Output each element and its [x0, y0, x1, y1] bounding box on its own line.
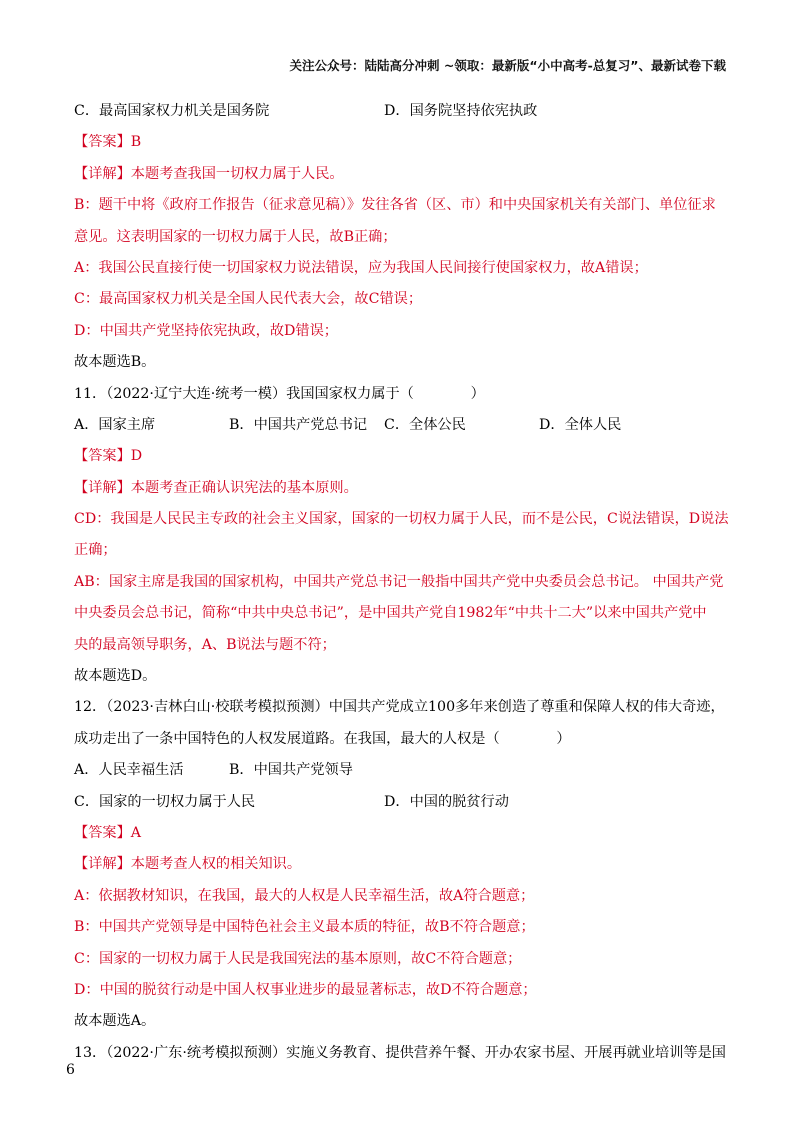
q10-explain-3: 意见。这表明国家的一切权力属于人民，故B正确；	[74, 228, 397, 245]
q12-explain-3: B：中国共产党领导是中国特色社会主义最本质的特征，故B不符合题意；	[74, 919, 535, 936]
q12-options-ab	[74, 755, 734, 786]
q11-answer: 【答案】D	[74, 448, 143, 465]
q12-stem-2: 成功走出了一条中国特色的人权发展道路。在我国，最大的人权是（ ）	[74, 730, 571, 747]
q10-explain-6: D：中国共产党坚持依宪执政，故D错误；	[74, 322, 338, 339]
q11-option-a: A．国家主席	[74, 416, 156, 433]
q12-conclusion: 故本题选A。	[74, 1013, 156, 1030]
q12-answer: 【答案】A	[74, 824, 141, 841]
q12-explain-1: 【详解】本题考查人权的相关知识。	[74, 856, 302, 873]
q12-explain-5: D：中国的脱贫行动是中国人权事业进步的最显著标志，故D不符合题意；	[74, 981, 537, 998]
q11-stem: 11．（2022·辽宁大连·统考一模）我国国家权力属于（ ）	[74, 385, 485, 402]
q12-option-b: B．中国共产党领导	[229, 762, 353, 779]
q12-options-cd	[74, 787, 734, 818]
q10-explain-4: A：我国公民直接行使一切国家权力说法错误，应为我国人民间接行使国家权力，故A错误；	[74, 259, 648, 276]
q10-answer: 【答案】B	[74, 134, 142, 151]
page-number: 6	[66, 1062, 75, 1078]
q10-explain-2: B：题干中将《政府工作报告（征求意见稿）》发往各省（区、市）和中央国家机关有关部门、单位征求	[74, 197, 716, 214]
page-header: 关注公众号：陆陆高分冲刺 ~领取：最新版“小中高考-总复习”、最新试卷下载	[289, 58, 726, 73]
q13-stem: 13．（2022·广东·统考模拟预测）实施义务教育、提供营养午餐、开办农家书屋、开展再就业培训等是国	[74, 1044, 726, 1061]
q11-option-c: C．全体公民	[384, 416, 466, 433]
q11-explain-6: 央的最高领导职务，A、B说法与题不符；	[74, 636, 336, 653]
q11-explain-3: 正确；	[74, 542, 117, 559]
q10-explain-5: C：最高国家权力机关是全国人民代表大会，故C错误；	[74, 291, 423, 308]
q12-option-a: A．人民幸福生活	[74, 762, 184, 779]
q11-option-d: D．全体人民	[539, 416, 622, 433]
q12-option-c: C．国家的一切权力属于人民	[74, 793, 256, 810]
q12-explain-4: C：国家的一切权力属于人民是我国宪法的基本原则，故C不符合题意；	[74, 950, 522, 967]
q11-conclusion: 故本题选D。	[74, 668, 157, 685]
q10-conclusion: 故本题选B。	[74, 354, 156, 371]
q12-explain-2: A：依据教材知识，在我国，最大的人权是人民幸福生活，故A符合题意；	[74, 887, 535, 904]
q11-explain-2: CD：我国是人民民主专政的社会主义国家，国家的一切权力属于人民，而不是公民，C说法错误，D说法	[74, 511, 729, 528]
q11-explain-5: 中央委员会总书记，简称“中共中央总书记”，是中国共产党自1982年“中共十二大”以来中国共产党中	[74, 605, 707, 622]
q12-stem-1: 12．（2023·吉林白山·校联考模拟预测）中国共产党成立100多年来创造了尊重和保障人权的伟大奇迹，	[74, 699, 725, 716]
q10-options-cd	[74, 96, 734, 127]
q11-options	[74, 410, 734, 441]
q12-option-d: D．中国的脱贫行动	[384, 793, 509, 810]
q10-explain-1: 【详解】本题考查我国一切权力属于人民。	[74, 165, 344, 182]
q11-explain-4: AB：国家主席是我国的国家机构，中国共产党总书记一般指中国共产党中央委员会总书记。 中国共产党	[74, 573, 724, 590]
page-content	[74, 96, 734, 1069]
q11-explain-1: 【详解】本题考查正确认识宪法的基本原则。	[74, 479, 358, 496]
q10-option-c: C．最高国家权力机关是国务院	[74, 103, 270, 119]
q11-option-b: B．中国共产党总书记	[229, 416, 368, 433]
q10-option-d: D．国务院坚持依宪执政	[384, 103, 538, 119]
